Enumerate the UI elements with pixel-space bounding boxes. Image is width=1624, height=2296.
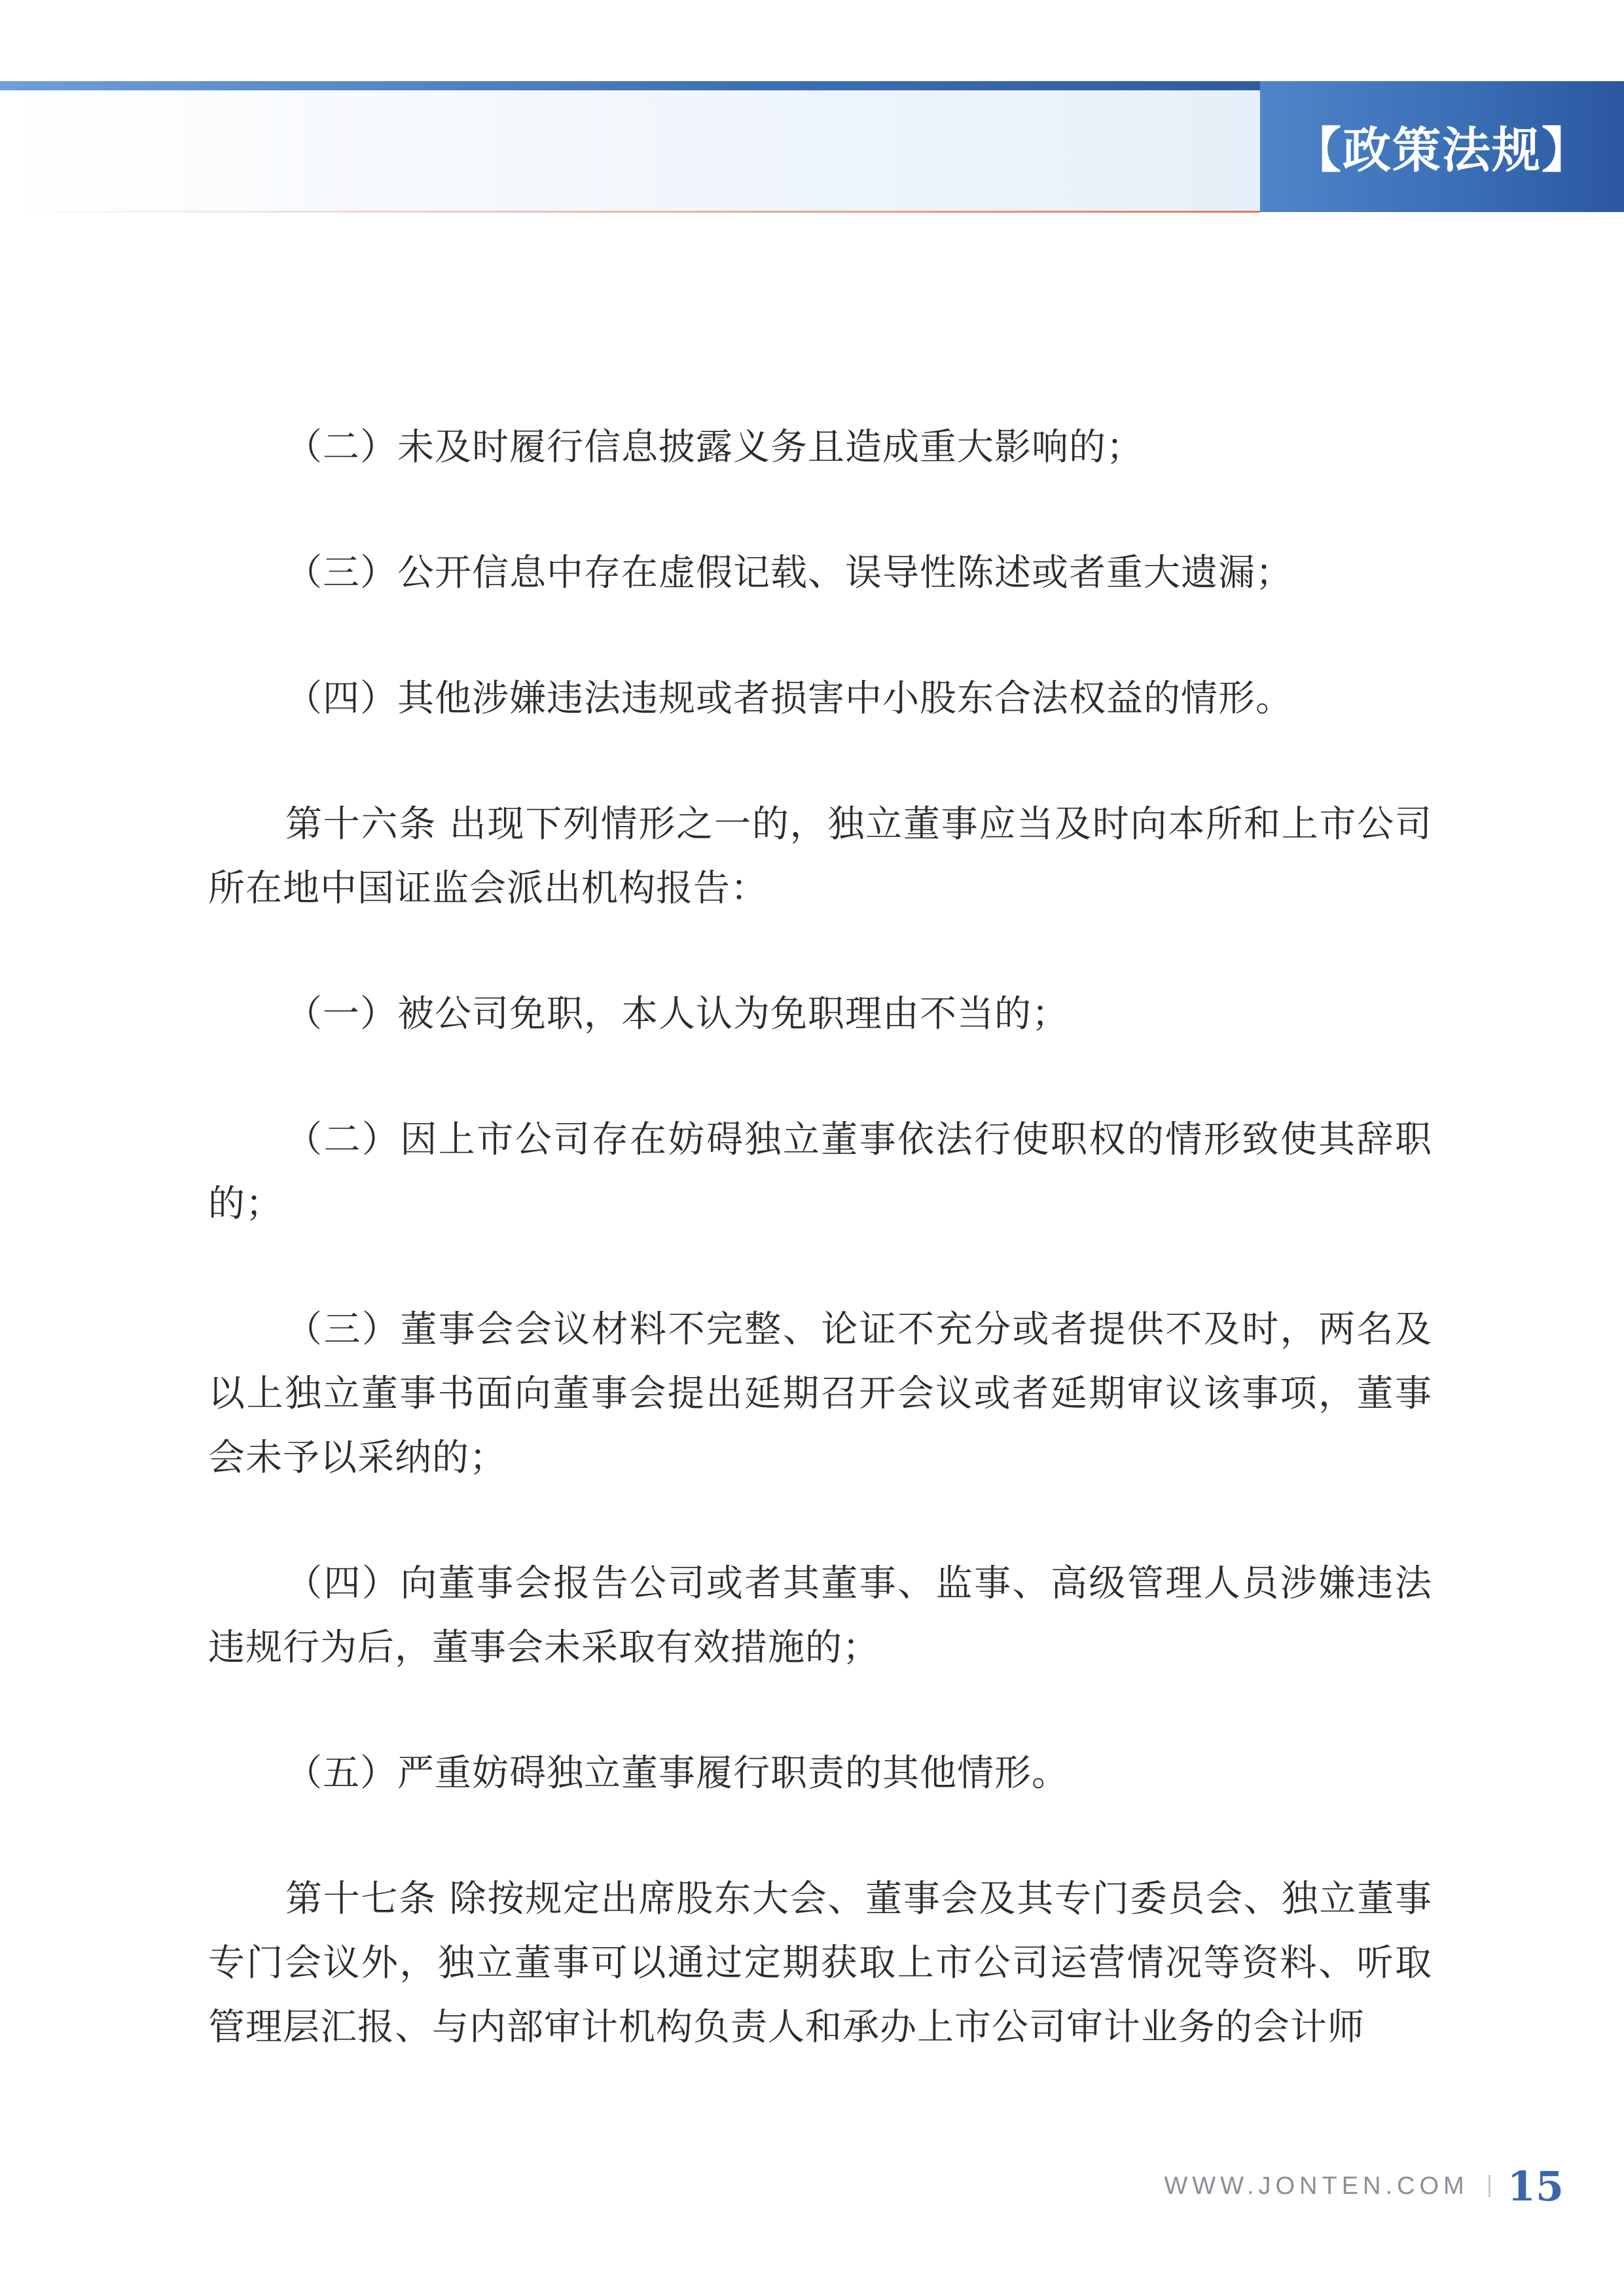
article-16-item-4: （四）向董事会报告公司或者其董事、监事、高级管理人员涉嫌违法违规行为后，董事会未采取有效措施的； bbox=[208, 1562, 1432, 1669]
footer-website: WWW.JONTEN.COM bbox=[1164, 2172, 1469, 2200]
header-top-stripe bbox=[0, 81, 1260, 90]
header-underline bbox=[26, 211, 1260, 213]
article-16-item-1: （一）被公司免职，本人认为免职理由不当的； bbox=[285, 993, 1069, 1035]
footer-divider bbox=[1489, 2175, 1490, 2197]
article-16-item-2: （二）因上市公司存在妨碍独立董事依法行使职权的情形致使其辞职的； bbox=[208, 1119, 1432, 1225]
header-band bbox=[0, 90, 1260, 212]
section-tag bbox=[1260, 81, 1624, 212]
paragraph-item-4: （四）其他涉嫌违法违规或者损害中小股东合法权益的情形。 bbox=[285, 677, 1293, 720]
article-16: 第十六条 出现下列情形之一的，独立董事应当及时向本所和上市公司所在地中国证监会派出机构报告： bbox=[208, 803, 1432, 910]
document-body bbox=[208, 416, 1432, 2060]
page-number: 15 bbox=[1507, 2162, 1564, 2210]
paragraph-item-2: （二）未及时履行信息披露义务且造成重大影响的； bbox=[285, 426, 1144, 469]
article-17: 第十七条 除按规定出席股东大会、董事会及其专门委员会、独立董事专门会议外，独立董事可以通过定期获取上市公司运营情况等资料、听取管理层汇报、与内部审计机构负责人和承办上市公司审计业务的会计师 bbox=[208, 1878, 1432, 2049]
article-16-item-3: （三）董事会会议材料不完整、论证不充分或者提供不及时，两名及以上独立董事书面向董事会提出延期召开会议或者延期审议该事项，董事会未予以采纳的； bbox=[208, 1308, 1432, 1479]
article-16-item-5: （五）严重妨碍独立董事履行职责的其他情形。 bbox=[285, 1752, 1069, 1795]
section-tag-label: 【政策法规】 bbox=[1293, 122, 1591, 179]
paragraph-item-3: （三）公开信息中存在虚假记载、误导性陈述或者重大遗漏； bbox=[285, 552, 1293, 594]
page-footer bbox=[1164, 2160, 1564, 2212]
